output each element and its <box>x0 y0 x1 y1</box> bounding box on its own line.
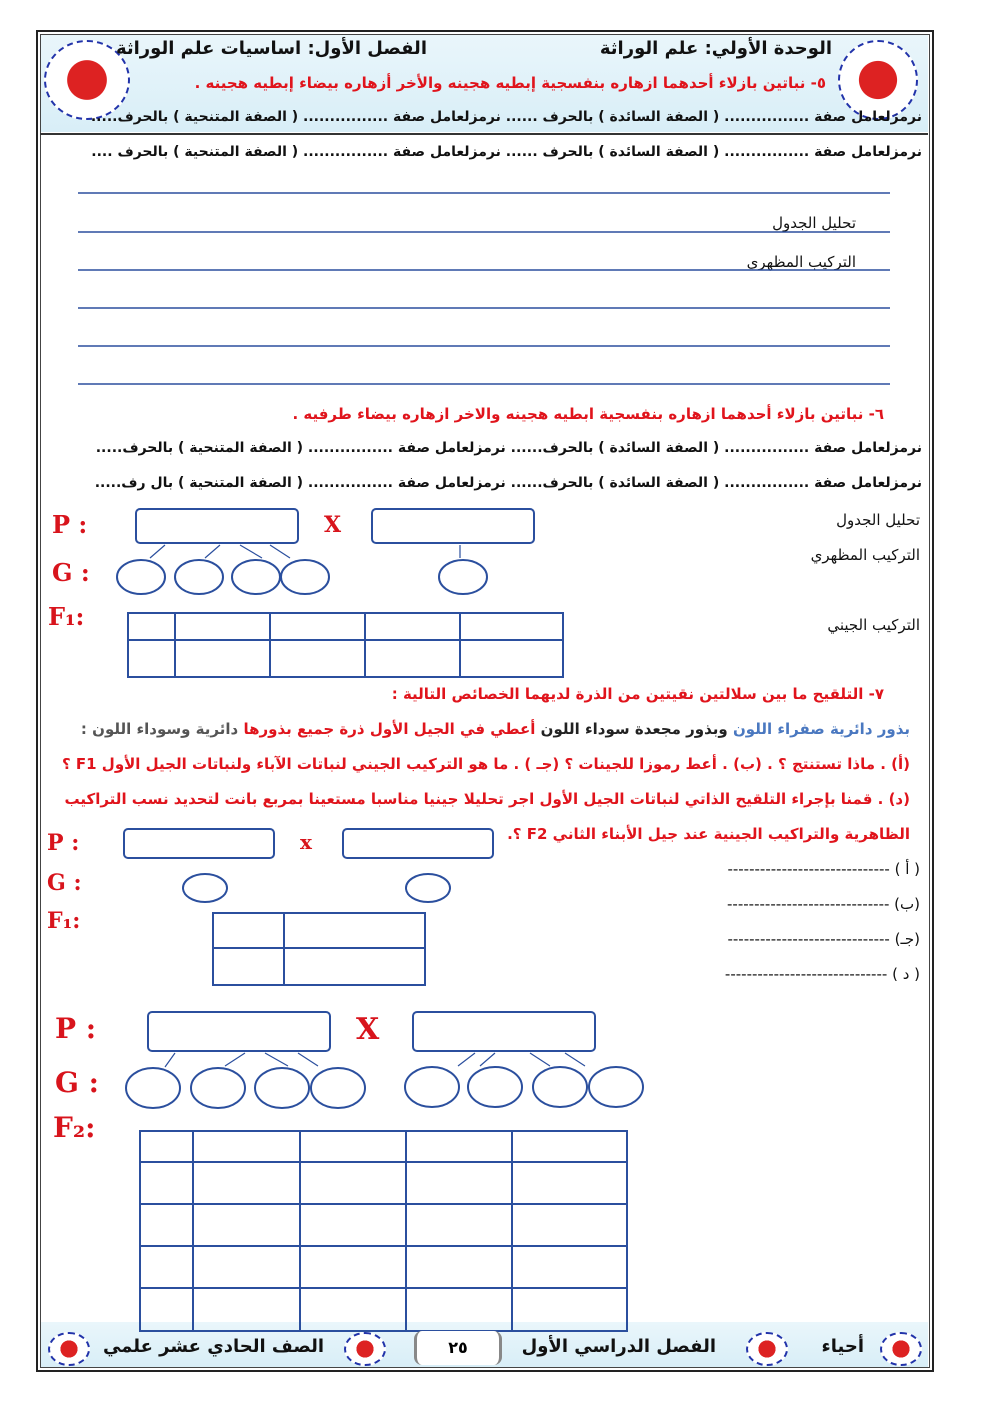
q5-table-analysis: تحليل الجدول <box>772 214 856 232</box>
f2-gamete-circle <box>126 1068 180 1108</box>
q6-punnett-table <box>128 613 563 677</box>
q5-line2: نرمزلعامل صفة ................ ( الصفة السائدة ) بالحرف ...... نرمزلعامل صفة ................ ( الصفة المتنحية ) بالحرف .... <box>91 144 922 160</box>
q6-parent-box <box>136 509 298 543</box>
q6-f1-label: F₁: <box>48 602 85 631</box>
q7-cross-sign: x <box>300 830 312 854</box>
q6-line2: نرمزلعامل صفة ................ ( الصفة السائدة ) بالحرف...... نرمزلعامل صفة ................ ( الصفة المتنحية ) بال رف..... <box>94 475 922 491</box>
q7-parent-box <box>343 829 493 858</box>
f2-gamete-circle <box>533 1067 587 1107</box>
q7-gamete-circle <box>183 874 227 902</box>
q6-genotype: التركيب الجيني <box>827 616 920 634</box>
q6-parent-box <box>372 509 534 543</box>
footer-subject: أحياء <box>821 1336 864 1357</box>
q5-line1: نرمزلعامل صفة ................ ( الصفة السائدة ) بالحرف ...... نرمزلعامل صفة ................ ( الصفة المتنحية ) بالحرف..... <box>90 109 922 125</box>
ruled-lines <box>78 193 890 384</box>
q6-phenotype: التركيب المظهري <box>810 546 920 564</box>
q6-gamete-circle <box>281 560 329 594</box>
q6-gamete-circle <box>117 560 165 594</box>
footer-logo <box>880 1332 922 1366</box>
f2-f2-label: F₂: <box>53 1111 96 1144</box>
q7-question-d1: (د) . قمنا بإجراء التلقيح الذاتي لنباتات الجيل الأول اجر تحليلا جينيا مناسبا مستعينا بمربع بانت لتحديد نسب التراكيب <box>64 790 910 808</box>
footer-term: الفصل الدراسي الأول <box>521 1336 716 1357</box>
f2-table-grid <box>140 1131 627 1331</box>
q6-gamete-circle <box>175 560 223 594</box>
q6-line1: نرمزلعامل صفة ................ ( الصفة السائدة ) بالحرف...... نرمزلعامل صفة ................ ( الصفة المتنحية ) بالحرف..... <box>95 440 922 456</box>
q7-p-label: P : <box>47 830 80 856</box>
answer-c[interactable]: (جـ) ------------------------------ <box>727 930 920 948</box>
q7-parent-box <box>124 829 274 858</box>
f2-parent-box <box>148 1012 330 1051</box>
q7-desc-a: بذور دائرية صفراء اللون <box>733 720 910 738</box>
q7-table-grid <box>213 913 425 985</box>
f2-gamete-circle <box>405 1067 459 1107</box>
f2-parent-box <box>413 1012 595 1051</box>
answer-b[interactable]: (ب) ------------------------------ <box>727 895 920 913</box>
q6-cross-sign: X <box>324 512 342 538</box>
f2-gamete-circle <box>589 1067 643 1107</box>
chapter-title: الفصل الأول: اساسيات علم الوراثة <box>115 38 427 59</box>
q7-desc-d: دائرية وسوداء اللون : <box>80 720 239 738</box>
q6-gamete-circle <box>439 560 487 594</box>
answer-a[interactable]: ( أ ) ------------------------------ <box>727 860 920 878</box>
unit-title: الوحدة الأولي: علم الوراثة <box>599 38 832 59</box>
q6-table-analysis: تحليل الجدول <box>836 511 920 529</box>
q6-gamete-circle <box>232 560 280 594</box>
f2-arrows <box>165 1053 585 1067</box>
q7-title: ٧- التلقيح ما بين سلالتين نقيتين من الذرة لديهما الخصائص التالية : <box>391 685 884 703</box>
f2-gamete-circle <box>311 1068 365 1108</box>
q6-title: ٦- نباتين بازلاء أحدهما ازهاره بنفسجية ابطيه هجينه والاخر ازهاره بيضاء طرفيه . <box>292 405 884 423</box>
q6-table-grid <box>128 613 563 677</box>
footer-logo <box>48 1332 90 1366</box>
f2-p-label: P : <box>55 1012 97 1045</box>
q5-title: ٥- نباتين بازلاء أحدهما ازهاره بنفسجية إبطيه هجينه والأخر أزهاره بيضاء إبطيه هجينه . <box>194 74 826 92</box>
q7-f1-label: F₁: <box>47 908 81 934</box>
q5-phenotype: التركيب المظهري <box>746 253 856 271</box>
f2-gamete-circle <box>255 1068 309 1108</box>
f2-g-label: G : <box>55 1066 99 1099</box>
q7-g-label: G : <box>47 870 82 896</box>
q7-desc-b: وبذور مجعدة سوداء اللون <box>540 720 728 738</box>
f2-gamete-circle <box>191 1068 245 1108</box>
q7-gamete-circle <box>406 874 450 902</box>
footer-logo <box>746 1332 788 1366</box>
f2-gamete-circle <box>468 1067 522 1107</box>
footer-logo <box>344 1332 386 1366</box>
q7-desc-c: أعطي في الجيل الأول ذرة جميع بذورها <box>243 720 536 738</box>
q6-p-label: P : <box>52 510 88 539</box>
f2-cross-sign: X <box>356 1012 380 1047</box>
q7-questions: (أ) . ماذا تستنتج ؟ . (ب) . أعط رموزا للجينات ؟ (جـ ) . ما هو التركيب الجيني لنباتات الآباء ولنباتات الجيل الأول F1 ؟ <box>61 755 910 773</box>
q6-arrows <box>150 545 460 558</box>
footer-grade: الصف الحادي عشر علمي <box>102 1336 324 1357</box>
answer-d[interactable]: ( د ) ------------------------------ <box>724 965 920 983</box>
footer-page-number: ٢٥ <box>414 1331 502 1365</box>
q7-question-d2: الظاهرية والتراكيب الجينية عند جيل الأبناء الثاني F2 ؟. <box>507 825 910 843</box>
q6-g-label: G : <box>52 558 90 587</box>
